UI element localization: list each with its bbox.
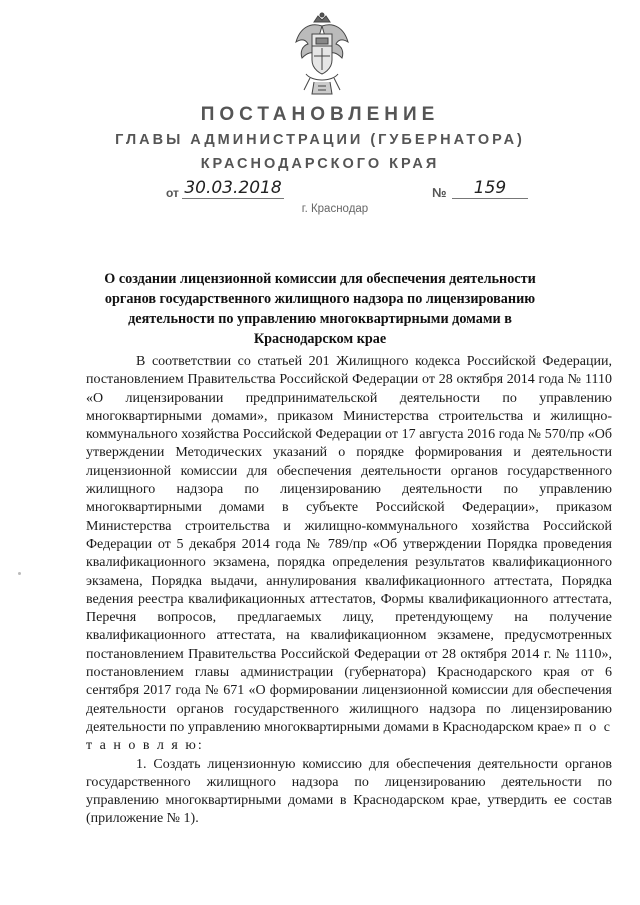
preamble-paragraph xyxy=(86,353,612,756)
document-number: 159 xyxy=(452,178,528,199)
preamble-text: В соответствии со статьей 201 Жилищного кодекса Российской Федерации, постановлением Правительства Российской Федерации от 28 октября 2014 года № 1110 «О лицензировании предпринимательской деятельности по управлению многоквартирными домами», приказом Министерства строительства и жилищно-коммунального хозяйства Российской Федерации от 17 августа 2016 года № 570/пр «Об утверждении Методических указаний о порядке формирования и деятельности лицензионной комиссии для обеспечения деятельности органов государственного жилищного надзора по лицензированию деятельности по управлению многоквартирными домами в субъекте Российской Федерации», приказом Министерства строительства и жилищно-коммунального хозяйства Российской Федерации от 5 декабря 2014 года № 789/пр «Об утверждении Порядка проведения квалификационного экзамена, порядка определения результатов квалификационного экзамена, Порядка выдачи, аннулирования квалификационного аттестата, Порядка ведения реестра квалификационных аттестатов, Формы квалификационного аттестата, Перечня вопросов, предлагаемых лицу, претендующему на получение квалификационного аттестата, на квалификационном экзамене, предусмотренных постановлением Правительства Российской Федерации от 28 октября 2014 г. № 1110», постановлением главы администрации (губернатора) Краснодарского края от 6 сентября 2017 года № 671 «О формировании лицензионной комиссии для обеспечения деятельности органов государственного жилищного надзора по лицензированию деятельности по управлению многоквартирными домами в Краснодарском крае» xyxy=(86,354,612,735)
item-1-paragraph: 1. Создать лицензионную комиссию для обеспечения деятельности органов государственного жилищного надзора по лицензированию деятельности по управлению многоквартирными домами в Краснодарском крае, утвердить ее состав (приложение № 1). xyxy=(86,756,612,827)
document-body xyxy=(86,353,612,829)
document-title: О создании лицензионной комиссии для обеспечения деятельности органов государственного жилищного надзора по лицензированию деятельности по управлению многоквартирными домами в Краснодарском крае xyxy=(104,271,536,347)
document-type-heading: ПОСТАНОВЛЕНИЕ xyxy=(200,104,440,125)
coat-of-arms-emblem xyxy=(292,12,352,96)
region-heading: КРАСНОДАРСКОГО КРАЯ xyxy=(200,156,440,172)
date-prefix: от xyxy=(166,186,179,200)
date-number-row xyxy=(0,180,640,204)
scan-artifact xyxy=(18,572,21,575)
number-sign: № xyxy=(432,185,447,200)
issuing-city: г. Краснодар xyxy=(301,203,369,215)
resolve-word: п о с т а н о в л я ю: xyxy=(86,719,612,754)
document-date: 30.03.2018 xyxy=(182,178,284,199)
issuer-heading: ГЛАВЫ АДМИНИСТРАЦИИ (ГУБЕРНАТОРА) xyxy=(115,132,525,148)
